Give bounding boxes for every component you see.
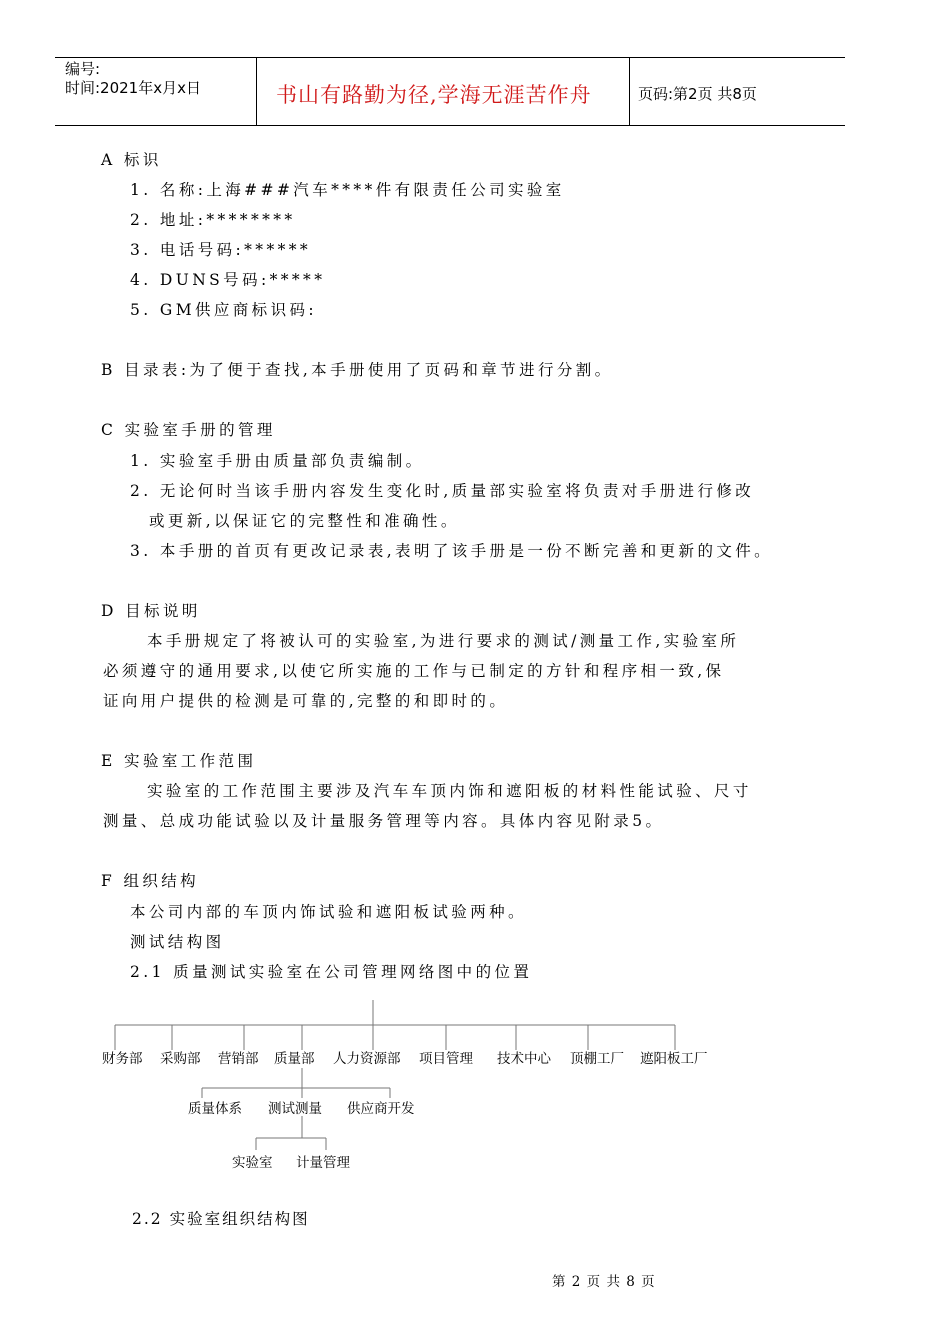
org-node-finance: 财务部 <box>102 1051 143 1067</box>
section-a-item: 2. 地址:******** <box>130 211 296 229</box>
header-page-info: 页码:第2页 共8页 <box>638 85 757 103</box>
doc-number-label: 编号: <box>65 60 101 78</box>
org-node-laboratory: 实验室 <box>232 1155 273 1171</box>
section-d-paragraph-line: 证向用户提供的检测是可靠的,完整的和即时的。 <box>103 692 509 710</box>
doc-time-label: 时间:2021年x月x日 <box>65 79 201 97</box>
section-f-subheading-2-2: 2.2 实验室组织结构图 <box>132 1210 310 1228</box>
section-c-item-continued: 或更新,以保证它的完整性和准确性。 <box>149 512 460 530</box>
org-node-headliner-plant: 顶棚工厂 <box>570 1051 624 1067</box>
section-e-title: E 实验室工作范围 <box>101 752 257 770</box>
section-f-line: 本公司内部的车顶内饰试验和遮阳板试验两种。 <box>130 903 527 921</box>
section-f-title: F 组织结构 <box>101 872 200 890</box>
org-node-project-management: 项目管理 <box>419 1051 473 1067</box>
org-node-quality-system: 质量体系 <box>188 1101 242 1117</box>
section-b-title: B 目录表:为了便于查找,本手册使用了页码和章节进行分割。 <box>101 361 614 379</box>
org-node-purchasing: 采购部 <box>160 1051 201 1067</box>
header-motto: 书山有路勤为径,学海无涯苦作舟 <box>276 83 592 107</box>
section-f-line: 测试结构图 <box>130 933 225 951</box>
section-c-item: 2. 无论何时当该手册内容发生变化时,质量部实验室将负责对手册进行修改 <box>130 482 755 500</box>
org-node-quality: 质量部 <box>274 1051 315 1067</box>
org-node-sunvisor-plant: 遮阳板工厂 <box>640 1051 708 1067</box>
section-a-item: 3. 电话号码:****** <box>130 241 312 259</box>
org-node-hr: 人力资源部 <box>333 1051 401 1067</box>
org-node-metrology: 计量管理 <box>296 1155 350 1171</box>
section-c-item: 1. 实验室手册由质量部负责编制。 <box>130 452 425 470</box>
section-c-title: C 实验室手册的管理 <box>101 421 276 439</box>
section-e-paragraph-line: 实验室的工作范围主要涉及汽车车顶内饰和遮阳板的材料性能试验、尺寸 <box>147 782 752 800</box>
section-a-title: A 标识 <box>101 151 162 169</box>
section-a-item: 1. 名称:上海###汽车****件有限责任公司实验室 <box>130 181 565 199</box>
section-a-item: 5. GM供应商标识码: <box>130 301 317 319</box>
section-d-paragraph-line: 必须遵守的通用要求,以使它所实施的工作与已制定的方针和程序相一致,保 <box>103 662 725 680</box>
section-d-paragraph-line: 本手册规定了将被认可的实验室,为进行要求的测试/测量工作,实验室所 <box>147 632 740 650</box>
page-footer: 第 2 页 共 8 页 <box>552 1274 656 1290</box>
section-c-item: 3. 本手册的首页有更改记录表,表明了该手册是一份不断完善和更新的文件。 <box>130 542 774 560</box>
org-node-marketing: 营销部 <box>218 1051 259 1067</box>
org-node-supplier-development: 供应商开发 <box>347 1101 415 1117</box>
section-d-title: D 目标说明 <box>101 602 201 620</box>
section-a-item: 4. DUNS号码:***** <box>130 271 326 289</box>
org-node-test-measurement: 测试测量 <box>268 1101 322 1117</box>
org-node-tech-center: 技术中心 <box>497 1051 551 1067</box>
section-e-paragraph-line: 测量、总成功能试验以及计量服务管理等内容。具体内容见附录5。 <box>103 812 665 830</box>
section-f-subheading: 2.1 质量测试实验室在公司管理网络图中的位置 <box>130 963 533 981</box>
